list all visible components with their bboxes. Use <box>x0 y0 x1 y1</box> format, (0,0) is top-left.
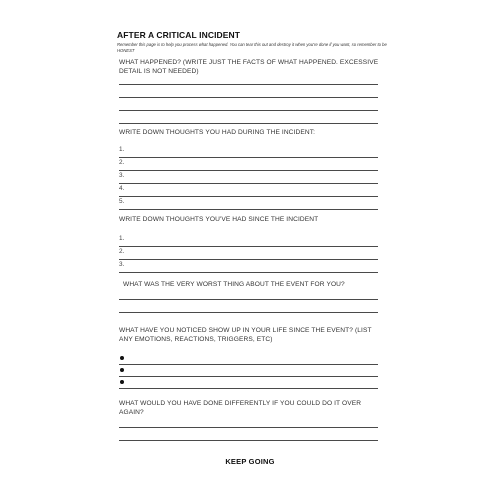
list-number: 4. <box>119 185 125 192</box>
answer-line[interactable] <box>119 272 378 273</box>
bullet-point <box>120 380 124 384</box>
question-noticed-since: WHAT HAVE YOU NOTICED SHOW UP IN YOUR LIFE SINCE THE EVENT? (LIST ANY EMOTIONS, REACTIONS, TRIGGERS, ETC) <box>119 327 372 343</box>
bullet-point <box>120 368 124 372</box>
answer-line[interactable] <box>119 312 378 313</box>
answer-line[interactable] <box>119 376 378 377</box>
list-number: 3. <box>119 172 125 179</box>
answer-line[interactable] <box>119 157 378 158</box>
list-number: 3. <box>119 261 125 268</box>
answer-line[interactable] <box>119 388 378 389</box>
page-title: AFTER A CRITICAL INCIDENT <box>117 30 241 40</box>
answer-line[interactable] <box>119 440 378 441</box>
answer-line[interactable] <box>119 183 378 184</box>
answer-line[interactable] <box>119 97 378 98</box>
answer-line[interactable] <box>119 84 378 85</box>
answer-line[interactable] <box>119 246 378 247</box>
bullet-point <box>120 356 124 360</box>
answer-line[interactable] <box>119 299 378 300</box>
list-number: 2. <box>119 248 125 255</box>
list-number: 5. <box>119 198 125 205</box>
question-do-differently: WHAT WOULD YOU HAVE DONE DIFFERENTLY IF YOU COULD DO IT OVER AGAIN? <box>119 400 362 416</box>
list-number: 2. <box>119 159 125 166</box>
answer-line[interactable] <box>119 364 378 365</box>
question-thoughts-during: WRITE DOWN THOUGHTS YOU HAD DURING THE INCIDENT: <box>119 129 316 136</box>
answer-line[interactable] <box>119 123 378 124</box>
answer-line[interactable] <box>119 259 378 260</box>
answer-line[interactable] <box>119 110 378 111</box>
footer-text: KEEP GOING <box>225 457 275 466</box>
answer-line[interactable] <box>119 209 378 210</box>
list-number: 1. <box>119 146 125 153</box>
answer-line[interactable] <box>119 170 378 171</box>
question-thoughts-since: WRITE DOWN THOUGHTS YOU'VE HAD SINCE THE INCIDENT <box>119 216 319 223</box>
answer-line[interactable] <box>119 196 378 197</box>
intro-text: Remember this page is to help you process what happened. You can tear this out and destroy it when you're done if you want, so remember to be HONEST <box>117 42 387 53</box>
question-what-happened: WHAT HAPPENED? (WRITE JUST THE FACTS OF WHAT HAPPENED. EXCESSIVE DETAIL IS NOT NEEDED) <box>119 59 379 75</box>
list-number: 1. <box>119 235 125 242</box>
question-worst-thing: WHAT WAS THE VERY WORST THING ABOUT THE EVENT FOR YOU? <box>123 281 345 288</box>
answer-line[interactable] <box>119 427 378 428</box>
